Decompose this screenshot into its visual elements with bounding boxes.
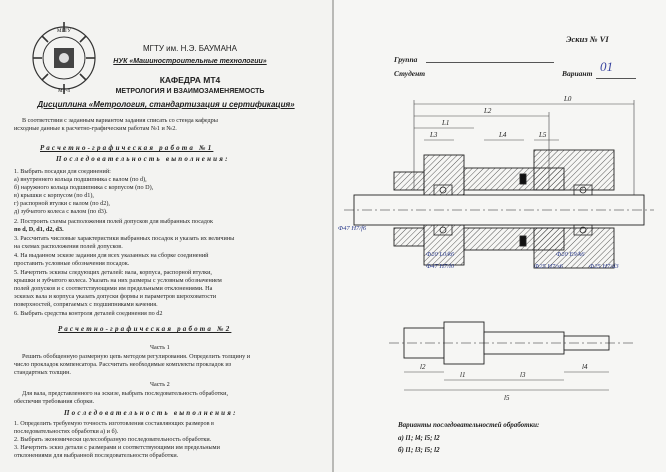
sketch-title: Эскиз № VI (566, 34, 609, 44)
chair-subtitle: МЕТРОЛОГИЯ И ВЗАИМОЗАМЕНЯЕМОСТЬ (115, 88, 265, 95)
work1-title: Расчетно-графическая работа №1 (40, 144, 214, 152)
fit-label-bearing-d: Ф20 L0/k6 (426, 251, 455, 258)
dim-label: L0 (564, 95, 572, 103)
lower-dim-label: l3 (520, 371, 526, 379)
fit-label-d3-symbol: Ф25 H7/d3 (589, 263, 619, 270)
lower-dim-label: l5 (504, 394, 510, 402)
lower-dim-label: l4 (582, 363, 588, 371)
left-page (0, 0, 332, 472)
department-line: НУК «Машиностроительные технологии» (113, 58, 267, 65)
work2-step: 3. Начертить эскиз детали с размерами и соответствующими им предельными (14, 444, 220, 451)
work2-step: 2. Выбрать экономически целесообразную последовательность обработки. (14, 436, 212, 443)
logo-top-text: МГТУ (57, 29, 71, 34)
fit-label-d3: Ф25 H7/s6 (534, 263, 563, 270)
variant-b: б) l1; l3; l5; l2 (398, 446, 440, 454)
variant-a: а) l1; l4; l5; l2 (398, 434, 440, 442)
part2-title: Часть 2 (150, 381, 170, 388)
work1-step: 2. Построить схемы расположения полей допусков для выбранных посадок (14, 218, 214, 225)
group-label: Группа (394, 55, 418, 64)
right-page (334, 0, 666, 472)
work1-step: крышки и зубчатого колеса. Указать на них размеры с условным обозначением (14, 277, 222, 284)
variant-underline (596, 78, 636, 79)
variants-title: Варианты последовательностей обработки: (398, 421, 540, 429)
work2-sequence-title: Последовательность выполнения: (64, 409, 238, 417)
work1-step: 3. Рассчитать числовые характеристики выбранных посадок и указать их величины (14, 235, 235, 242)
dim-label: L4 (499, 131, 507, 139)
part2-text: обеспечив требования сборки. (14, 398, 95, 405)
work1-step: эскизах вала и корпуса указать допуски формы и параметров шероховатости (14, 293, 217, 300)
lower-dim-label: l1 (460, 371, 466, 379)
work1-step: по d, D, d1, d2, d3. (14, 226, 64, 233)
logo-bottom-text: МТ-4 (58, 89, 70, 94)
fit-item: в) крышки с корпусом (по d1), (14, 192, 94, 199)
work2-step: отклонениями для выбранной последовательности обработки. (14, 452, 179, 459)
fit-item: а) внутреннего кольца подшипника с валом (по d), (14, 176, 147, 183)
fit-item: д) зубчатого колеса с валом (по d3). (14, 208, 108, 215)
assembly-drawing (334, 80, 666, 410)
work2-title: Расчетно-графическая работа №2 (58, 325, 232, 333)
intro-line: исходные данные к расчетно-графическим работам №1 и №2. (14, 125, 177, 132)
dim-label: L3 (430, 131, 438, 139)
university-name: МГТУ им. Н.Э. БАУМАНА (142, 44, 238, 53)
part2-text: Для вала, представленного на эскизе, выбрать последовательность обработки, (22, 390, 229, 397)
variant-value: 01 (600, 59, 613, 74)
work1-step: 1. Выбрать посадки для соединений: (14, 168, 111, 175)
work1-step: поверхностей, сопрягаемых с подшипниками качения. (14, 301, 158, 308)
work2-step: последовательностях обработки а) и б). (14, 428, 119, 435)
work1-sequence-title: Последовательность выполнения: (56, 155, 230, 163)
lower-dim-label: l2 (420, 363, 426, 371)
fit-item: г) распорной втулки с валом (по d2), (14, 200, 110, 207)
work1-step: на схемах расположения полей допусков. (14, 243, 123, 250)
part1-text: число прокладок компенсатора. Рассчитать необходимые комплекты прокладок из (14, 361, 232, 368)
part1-text: стандартных толщин. (14, 369, 71, 376)
fit-label-d1: Ф47 H7/f6 (338, 225, 367, 232)
work1-step: полей допусков и с соответствующими им предельными отклонениями. На (14, 285, 213, 292)
mgtu-logo (30, 20, 98, 98)
dim-label: L2 (484, 107, 492, 115)
work1-step: 5. Начертить эскизы следующих деталей: вала, корпуса, распорной втулки, (14, 269, 212, 276)
student-label: Студент (394, 69, 426, 78)
fit-item: б) наружного кольца подшипника с корпусом (по D), (14, 184, 154, 191)
student-underline (426, 62, 554, 63)
discipline-title: Дисциплина «Метрология, стандартизация и сертификация» (37, 100, 295, 109)
work1-step: 4. На выданном эскизе задания для всех указанных на сборке соединений (14, 252, 209, 259)
dim-label: L5 (539, 131, 547, 139)
dim-label: L1 (442, 119, 450, 127)
variant-label: Вариант (562, 69, 593, 78)
part1-text: Решить обобщенную размерную цепь методом регулирования. Определить толщину и (22, 353, 251, 360)
part1-title: Часть 1 (150, 344, 170, 351)
fit-label-bearing-D: Ф47 H7/l0 (426, 263, 455, 270)
work1-step: проставить условные обозначения посадок. (14, 260, 130, 267)
work1-step: 6. Выбрать средства контроля деталей соединения по d2 (14, 310, 163, 317)
chair-title: КАФЕДРА МТ4 (159, 75, 221, 85)
fit-label-d2: Ф20 E9/k6 (556, 251, 585, 258)
work2-step: 1. Определить требуемую точность изготовления составляющих размеров в (14, 420, 214, 427)
intro-line: В соответствии с заданным вариантом задания списать со стенда кафедры (22, 117, 218, 124)
